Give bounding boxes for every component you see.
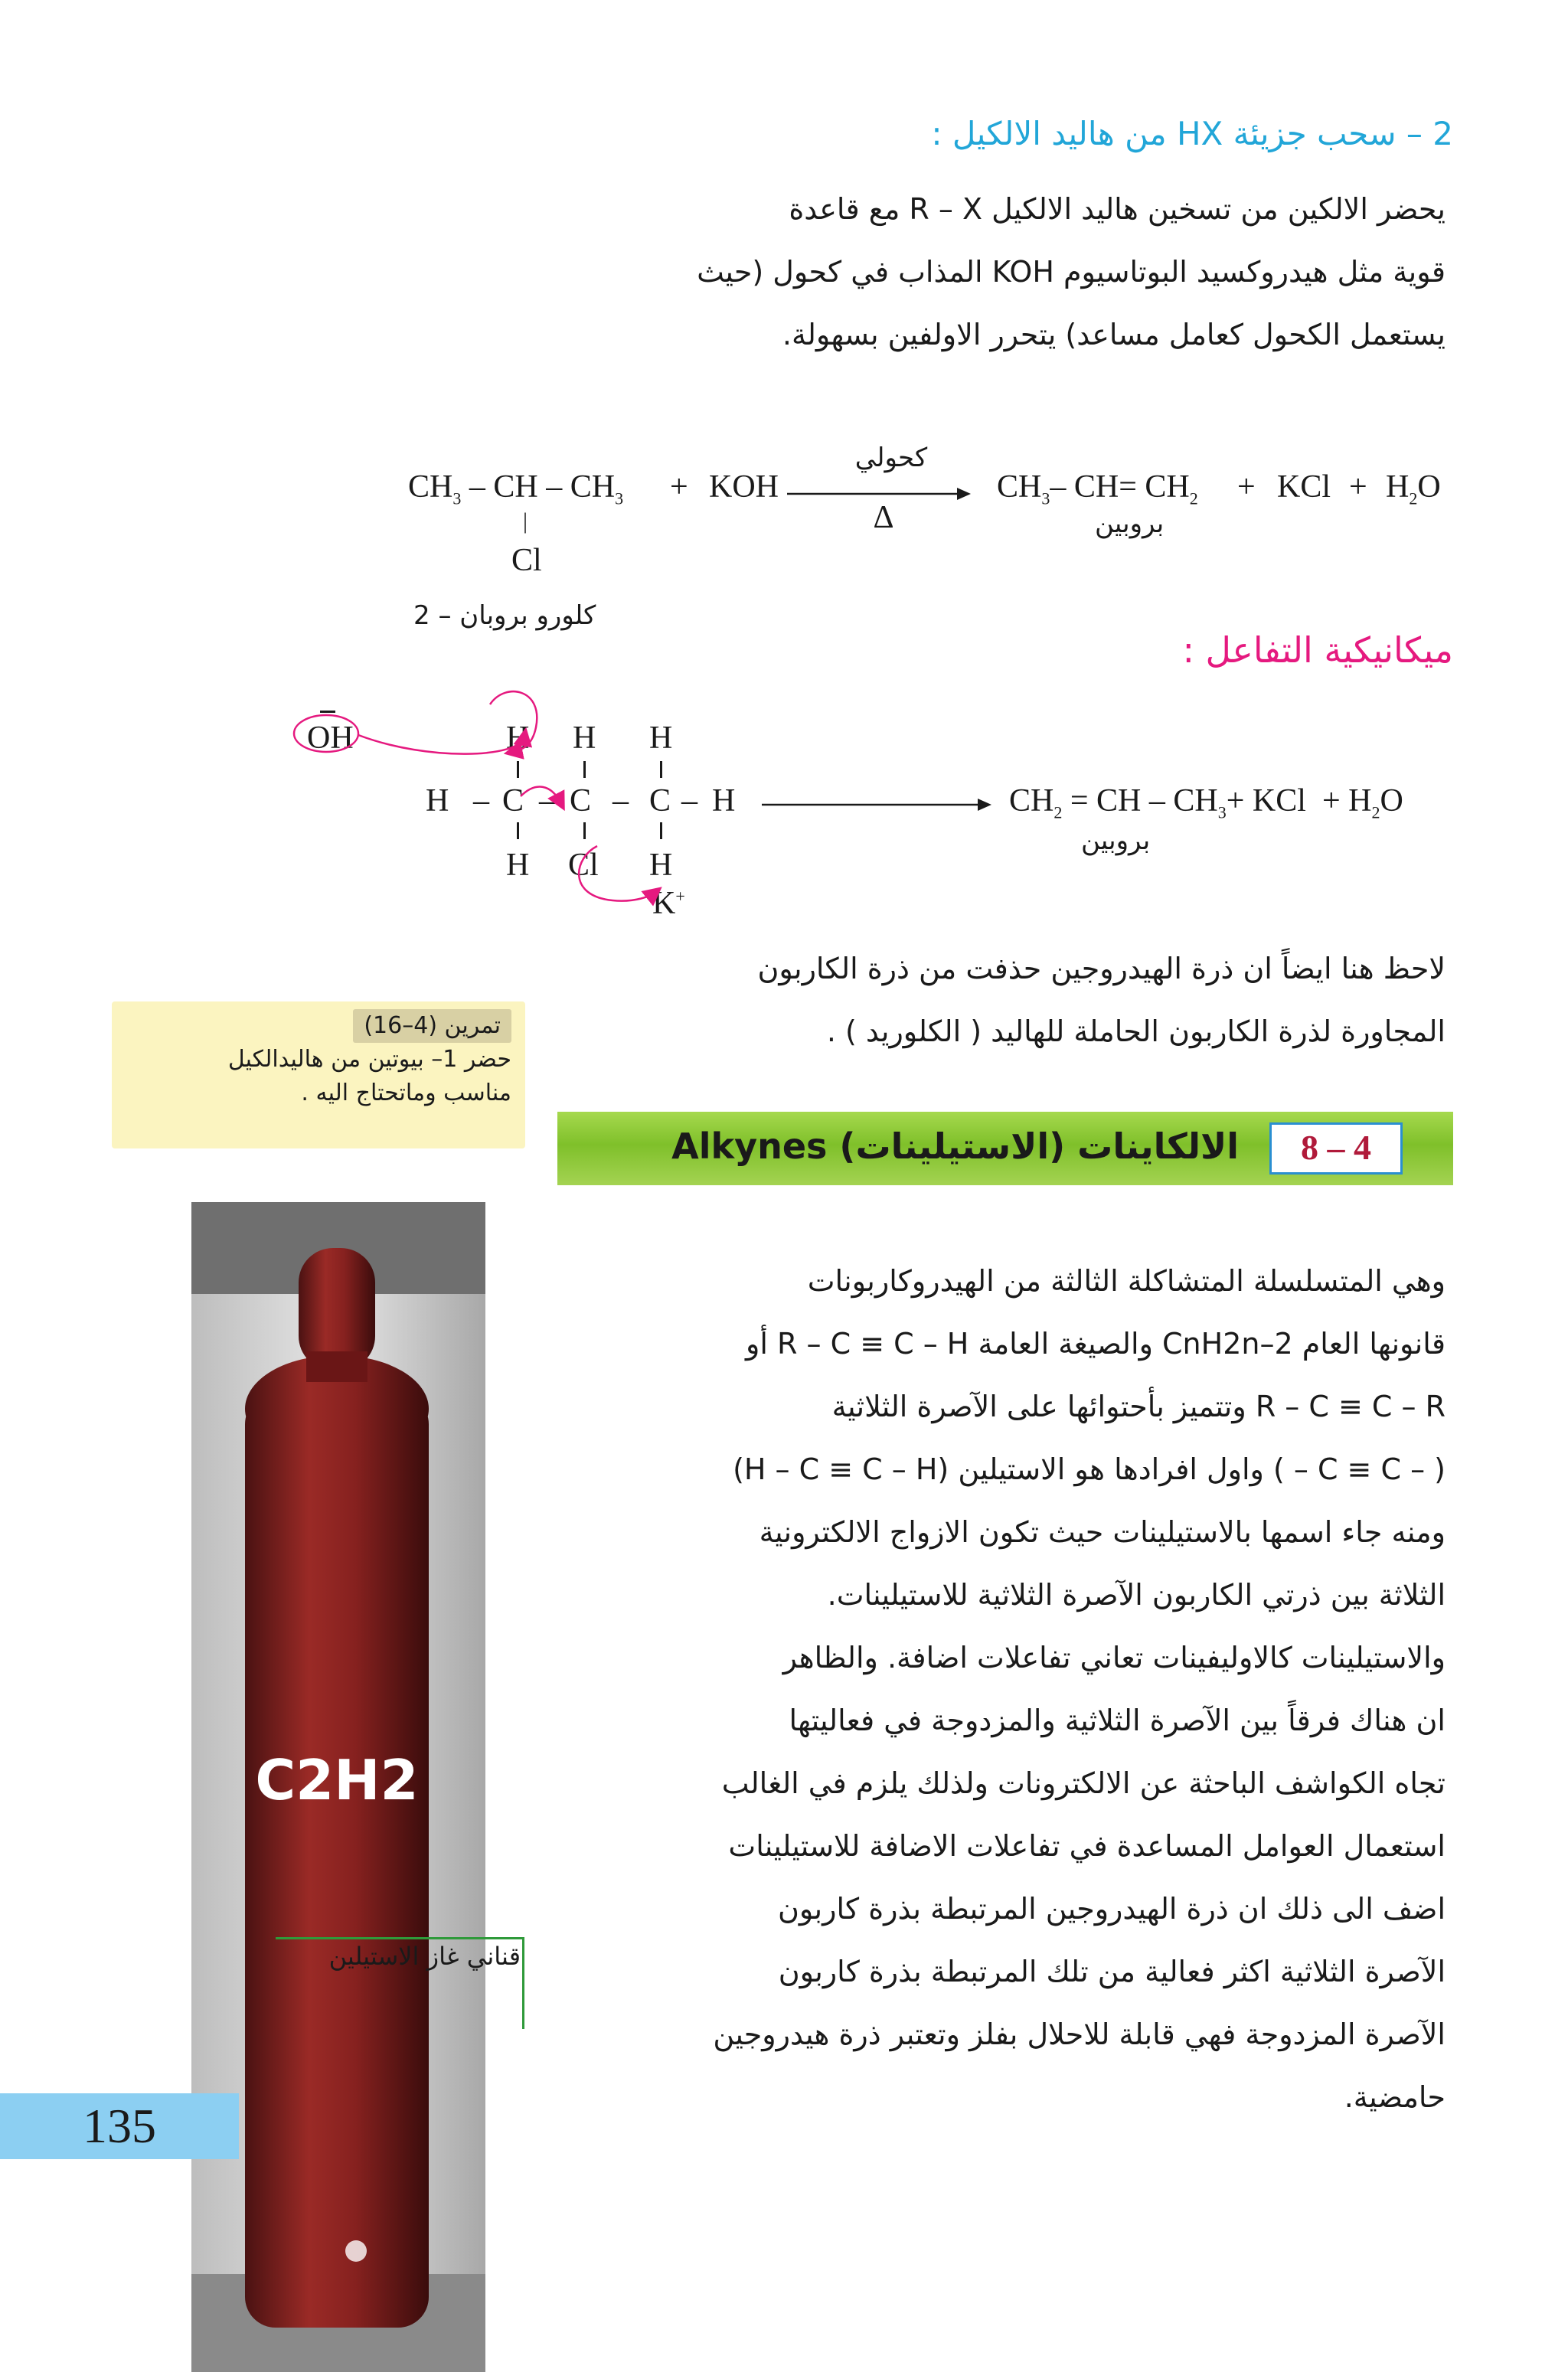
subsection-paragraph [588, 178, 1446, 366]
mechanism-electron-arrows [291, 689, 720, 919]
subsection-heading: 2 – سحب جزيئة HX من هاليد الالكيل : [931, 115, 1453, 152]
mechanism-carbon-1: C [502, 783, 524, 818]
mechanism-product: $CH_2$ = CH – $CH_3+$ KCl + $H_2O$ [1009, 783, 1403, 822]
mechanism-heading: ميكانيكية التفاعل : [1182, 629, 1453, 671]
section-number: 8 – 4 [1269, 1122, 1403, 1175]
reaction1-condition-solvent: كحولي [854, 443, 928, 473]
paragraph-line: المجاورة لذرة الكاربون الحاملة للهاليد ( الكلوريد ) . [826, 1014, 1446, 1048]
mechanism-potassium: K+ [652, 886, 685, 921]
reaction1-reagent: KOH [709, 469, 779, 505]
reaction1-byproduct-water: $H_2O$ [1386, 469, 1441, 508]
reaction1-product-name: بروبين [1095, 508, 1165, 539]
caption-rule [276, 1937, 524, 1939]
cylinder-label: C2H2 [255, 1748, 419, 1812]
mechanism-carbon-2: C [570, 783, 592, 818]
reaction1-product: $CH_3-$ $CH= CH_2$ [997, 469, 1198, 508]
paragraph-line: لاحظ هنا ايضاً ان ذرة الهيدروجين حذفت من ذرة الكاربون [757, 952, 1446, 985]
figure-caption: قناني غاز الاستيلين [328, 1942, 521, 1971]
paragraph-line: ان هناك فرقاً بين الآصرة الثلاثية والمزدوجة في فعاليتها [789, 1704, 1446, 1737]
acetylene-cylinder-photo [191, 1202, 485, 2372]
exercise-box [112, 1001, 525, 1148]
mechanism-h-right: H [712, 783, 736, 818]
paragraph-line: وهي المتسلسلة المتشاكلة الثالثة من الهيدروكاربونات [807, 1264, 1446, 1298]
paragraph-line: ( – C ≡ C – ) واول افرادها هو الاستيلين (H – C ≡ C – H) [733, 1452, 1446, 1486]
chain-dash: – [612, 783, 629, 818]
reaction1-plus: + [1237, 469, 1256, 505]
exercise-line: مناسب وماتحتاج اليه . [301, 1080, 511, 1106]
paragraph-line: الثلاثة بين ذرتي الكاربون الآصرة الثلاثية للاستيلينات. [827, 1578, 1446, 1612]
paragraph-line: يحضر الالكين من تسخين هاليد الالكيل R – X مع قاعدة [789, 192, 1446, 226]
mechanism-h-bottom-3: H [649, 848, 673, 883]
reaction1-condition-heat: Δ [873, 500, 894, 535]
paragraph-line: يستعمل الكحول كعامل مساعد) يتحرر الاولفين بسهولة. [782, 318, 1446, 351]
mechanism-carbon-3: C [649, 783, 671, 818]
paragraph-line: R – C ≡ C – R وتتميز بأحتوائها على الآصرة الثلاثية [831, 1390, 1446, 1423]
page-number: 135 [0, 2093, 239, 2159]
note-paragraph [588, 937, 1446, 1063]
alkynes-paragraph [588, 1250, 1446, 2129]
reaction1-bond: | [523, 508, 528, 534]
reaction1-byproduct-kcl: KCl [1277, 469, 1331, 505]
reaction1-reactant: $CH_3$ – CH – $CH_3$ [408, 469, 624, 508]
exercise-line: حضر 1– بيوتين من هاليدالكيل [227, 1046, 511, 1073]
paragraph-line: الآصرة الثلاثية اكثر فعالية من تلك المرتبطة بذرة كاربون [778, 1955, 1446, 1988]
mechanism-product-name: بروبين [1081, 825, 1151, 856]
exercise-label: تمرين (4–16) [353, 1009, 511, 1043]
paragraph-line: الآصرة المزدوجة فهي قابلة للاحلال بفلز وتعتبر ذرة هيدروجين [713, 2018, 1446, 2051]
mechanism-chlorine: Cl [568, 848, 599, 883]
paragraph-line: قوية مثل هيدروكسيد البوتاسيوم KOH المذاب في كحول (حيث [697, 255, 1446, 289]
paragraph-line: تجاه الكواشف الباحثة عن الالكترونات ولذلك يلزم في الغالب [721, 1766, 1446, 1800]
reaction1-reactant-name: 2 – كلورو بروبان [413, 600, 596, 631]
paragraph-line: اضف الى ذلك ان ذرة الهيدروجين المرتبطة بذرة كاربون [778, 1892, 1446, 1926]
mechanism-h-left: H [426, 783, 449, 818]
section-title: الالكاينات (الاستيلينات) Alkynes [671, 1126, 1239, 1167]
chain-dash: – [681, 783, 697, 818]
chain-dash: – [539, 783, 555, 818]
mechanism-h-top-2: H [573, 720, 596, 756]
mechanism-h-bottom-1: H [506, 848, 530, 883]
paragraph-line: قانونها العام CnH2n–2 والصيغة العامة R – C ≡ C – H أو [746, 1327, 1446, 1361]
chain-dash: – [473, 783, 489, 818]
reaction1-substituent: Cl [511, 543, 542, 578]
mechanism-arrow [762, 793, 991, 816]
paragraph-line: استعمال العوامل المساعدة في تفاعلات الاضافة للاستيلينات [728, 1829, 1446, 1863]
potassium-symbol: K [652, 886, 676, 921]
mechanism-h-top-3: H [649, 720, 673, 756]
reaction1-plus: + [1349, 469, 1367, 505]
reaction1-plus: + [670, 469, 688, 505]
caption-rule [522, 1937, 524, 2029]
paragraph-line: والاستيلينات كالاوليفينات تعاني تفاعلات اضافة. والظاهر [782, 1641, 1446, 1674]
paragraph-line: ومنه جاء اسمها بالاستيلينات حيث تكون الازواج الالكترونية [759, 1515, 1446, 1549]
mechanism-hydroxide: OH [307, 720, 354, 756]
paragraph-line: حامضية. [1344, 2080, 1446, 2114]
mechanism-h-top-1: H [506, 720, 530, 756]
